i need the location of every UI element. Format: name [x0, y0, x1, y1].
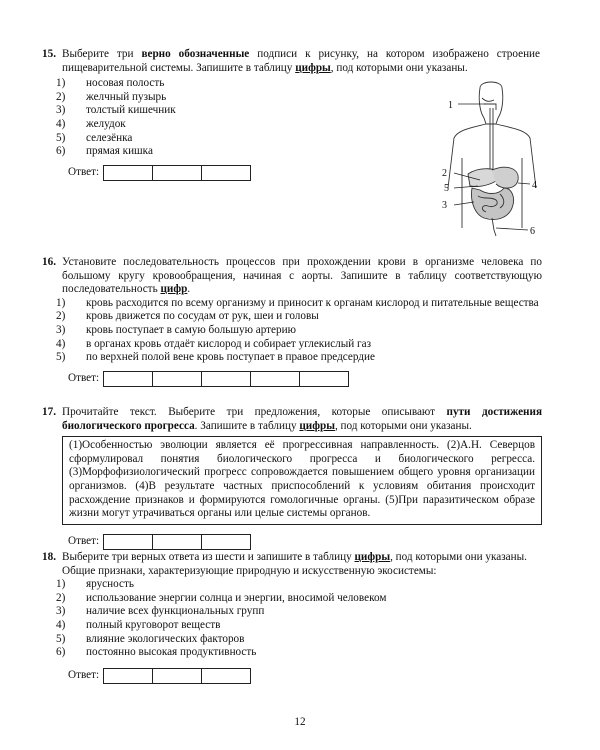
option-item: 6) постоянно высокая продуктивность	[56, 646, 257, 659]
answer-grid	[103, 534, 251, 550]
page-number: 12	[294, 716, 306, 728]
option-item: 1) ярусность	[56, 578, 134, 591]
answer-row	[68, 371, 542, 387]
option-item: 5) селезёнка	[56, 131, 133, 144]
answer-grid	[103, 668, 251, 684]
answer-cell[interactable]	[153, 669, 202, 683]
answer-label: Ответ:	[68, 534, 100, 547]
option-item: 1) носовая полость	[56, 77, 165, 90]
option-item: 2) кровь движется по сосудам от рук, шеи и головы	[56, 310, 319, 323]
answer-grid	[103, 165, 251, 181]
figure-label: 4	[532, 180, 537, 191]
answer-cell[interactable]	[251, 372, 300, 386]
option-item: 5) по верхней полой вене кровь поступает в правое предсердие	[56, 351, 375, 364]
answer-cell[interactable]	[202, 166, 250, 180]
figure-label: 3	[442, 200, 447, 211]
answer-cell[interactable]	[153, 166, 202, 180]
answer-cell[interactable]	[104, 669, 153, 683]
option-item: 4) в органах кровь отдаёт кислород и собирает углекислый газ	[56, 337, 372, 350]
option-item: 2) желчный пузырь	[56, 90, 167, 103]
question-number: 17.	[42, 406, 56, 418]
reading-text-box: (1)Особенностью эволюции является её прогрессивная направленность. (2)А.Н. Северцов сформулировал понятия биологического прогресса и биологического регресса. (3)Морфофизиологический прогресс сопровождается повышением общего уровня организации организмов. (4)В результате частных приспособлений к условиям обитания происходит расхождение признаков и формируются гомологичные органы. (5)При паразитическом образе жизни могут утрачиваться органы или целые системы органов.	[62, 436, 542, 525]
figure-label: 6	[530, 226, 535, 237]
answer-cell[interactable]	[104, 372, 153, 386]
answer-label: Ответ:	[68, 668, 100, 681]
answer-grid	[103, 371, 349, 387]
answer-cell[interactable]	[202, 535, 250, 549]
answer-cell[interactable]	[300, 372, 348, 386]
option-item: 3) кровь поступает в самую большую артерию	[56, 323, 296, 336]
options-list	[56, 578, 542, 660]
option-item: 1) кровь расходится по всему организму и приносит к органам кислород и питательные вещества	[56, 296, 539, 309]
question-number: 16.	[42, 256, 56, 268]
answer-cell[interactable]	[202, 669, 250, 683]
answer-row	[68, 668, 542, 684]
question-text: Установите последовательность процессов при прохождении крови в организме человека по большому кругу кровообращения, начиная с аорты. Запишите в таблицу соответствующую последовательность цифр.	[62, 256, 542, 296]
answer-cell[interactable]	[153, 372, 202, 386]
option-item: 3) наличие всех функциональных групп	[56, 605, 265, 618]
option-item: 4) полный круговорот веществ	[56, 618, 221, 631]
figure-label: 1	[448, 100, 453, 111]
answer-cell[interactable]	[104, 166, 153, 180]
question-17	[42, 406, 543, 550]
question-18	[42, 551, 542, 684]
figure-label: 2	[442, 168, 447, 179]
answer-cell[interactable]	[153, 535, 202, 549]
option-item: 2) использование энергии солнца и энергии, вносимой человеком	[56, 591, 387, 604]
question-subtitle: Общие признаки, характеризующие природную и искусственную экосистемы:	[62, 564, 437, 577]
digestive-system-figure	[440, 78, 550, 248]
option-item: 3) толстый кишечник	[56, 104, 176, 117]
answer-cell[interactable]	[202, 372, 251, 386]
answer-row	[68, 534, 542, 550]
question-text: Выберите три верных ответа из шести и запишите в таблицу цифры, под которыми они указаны.	[62, 551, 527, 563]
answer-cell[interactable]	[104, 535, 153, 549]
question-number: 18.	[42, 551, 56, 563]
option-item: 5) влияние экологических факторов	[56, 632, 245, 645]
question-text: Прочитайте текст. Выберите три предложения, которые описывают пути достижения биологического прогресса. Запишите в таблицу цифры, под которыми они указаны.	[62, 406, 543, 432]
option-item: 4) желудок	[56, 117, 126, 130]
question-text: Выберите три верно обозначенные подписи к рисунку, на котором изображено строение пищеварительной системы. Запишите в таблицу цифры, под которыми они указаны.	[62, 48, 541, 74]
answer-label: Ответ:	[68, 371, 100, 384]
figure-label: 5	[444, 183, 449, 194]
answer-label: Ответ:	[68, 165, 100, 178]
question-number: 15.	[42, 48, 56, 60]
option-item: 6) прямая кишка	[56, 145, 153, 158]
question-16	[42, 256, 542, 387]
options-list	[56, 296, 542, 365]
